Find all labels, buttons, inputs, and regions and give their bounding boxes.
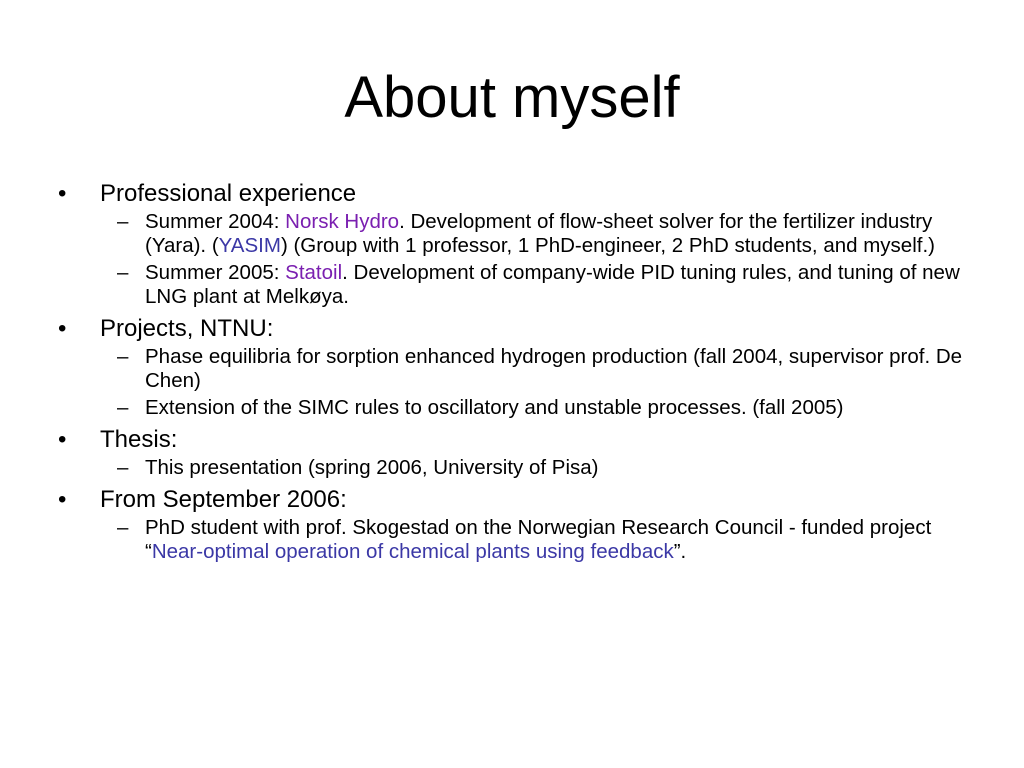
text: Extension of the SIMC rules to oscillatory and unstable processes. (fall 2005) bbox=[145, 396, 844, 419]
bullet-professional-experience bbox=[52, 180, 972, 207]
bullet-marker: • bbox=[58, 426, 67, 453]
bullet-from-september-2006 bbox=[52, 486, 972, 513]
bullet-marker: • bbox=[58, 486, 67, 513]
text: Summer 2005: bbox=[145, 261, 286, 284]
subitem-this-presentation bbox=[117, 456, 972, 480]
subitem-simc-rules bbox=[117, 396, 972, 420]
subitem-phase-equilibria bbox=[117, 345, 972, 393]
heading-thesis: Thesis: bbox=[100, 426, 178, 453]
bullet-marker: • bbox=[58, 315, 67, 342]
subitem-summer-2004 bbox=[117, 210, 972, 258]
text: ) (Group with 1 professor, 1 PhD-engineer, 2 PhD students, and myself.) bbox=[280, 234, 935, 257]
dash-marker: – bbox=[117, 516, 129, 539]
text: ”. bbox=[673, 540, 687, 563]
text: Phase equilibria for sorption enhanced hydrogen production (fall 2004, supervisor prof. De Chen) bbox=[145, 345, 963, 392]
slide-title: About myself bbox=[344, 65, 680, 130]
link-near-optimal-operation[interactable]: Near-optimal operation of chemical plants using feedback bbox=[151, 540, 674, 563]
heading-professional-experience: Professional experience bbox=[100, 180, 357, 207]
subitem-phd-student bbox=[117, 516, 972, 564]
bullet-thesis bbox=[52, 426, 972, 453]
link-yasim[interactable]: YASIM bbox=[218, 234, 281, 257]
dash-marker: – bbox=[117, 456, 129, 479]
dash-marker: – bbox=[117, 396, 129, 419]
bullet-marker: • bbox=[58, 180, 67, 207]
subitem-summer-2005 bbox=[117, 261, 972, 309]
slide-body bbox=[52, 178, 972, 564]
text: Summer 2004: bbox=[145, 210, 286, 233]
text: . Development of company-wide PID tuning rules, and tuning of new LNG plant at Melkøya. bbox=[145, 261, 960, 308]
heading-from-september-2006: From September 2006: bbox=[100, 486, 347, 513]
dash-marker: – bbox=[117, 261, 129, 284]
link-norsk-hydro[interactable]: Norsk Hydro bbox=[285, 210, 400, 233]
text: . Development of flow-sheet solver for the fertilizer industry (Yara). ( bbox=[145, 210, 933, 257]
text: This presentation (spring 2006, University of Pisa) bbox=[145, 456, 599, 479]
dash-marker: – bbox=[117, 210, 129, 233]
bullet-projects-ntnu bbox=[52, 315, 972, 342]
link-statoil[interactable]: Statoil bbox=[285, 261, 343, 284]
heading-projects-ntnu: Projects, NTNU: bbox=[100, 315, 274, 342]
text: PhD student with prof. Skogestad on the Norwegian Research Council - funded project “ bbox=[145, 516, 932, 563]
dash-marker: – bbox=[117, 345, 129, 368]
